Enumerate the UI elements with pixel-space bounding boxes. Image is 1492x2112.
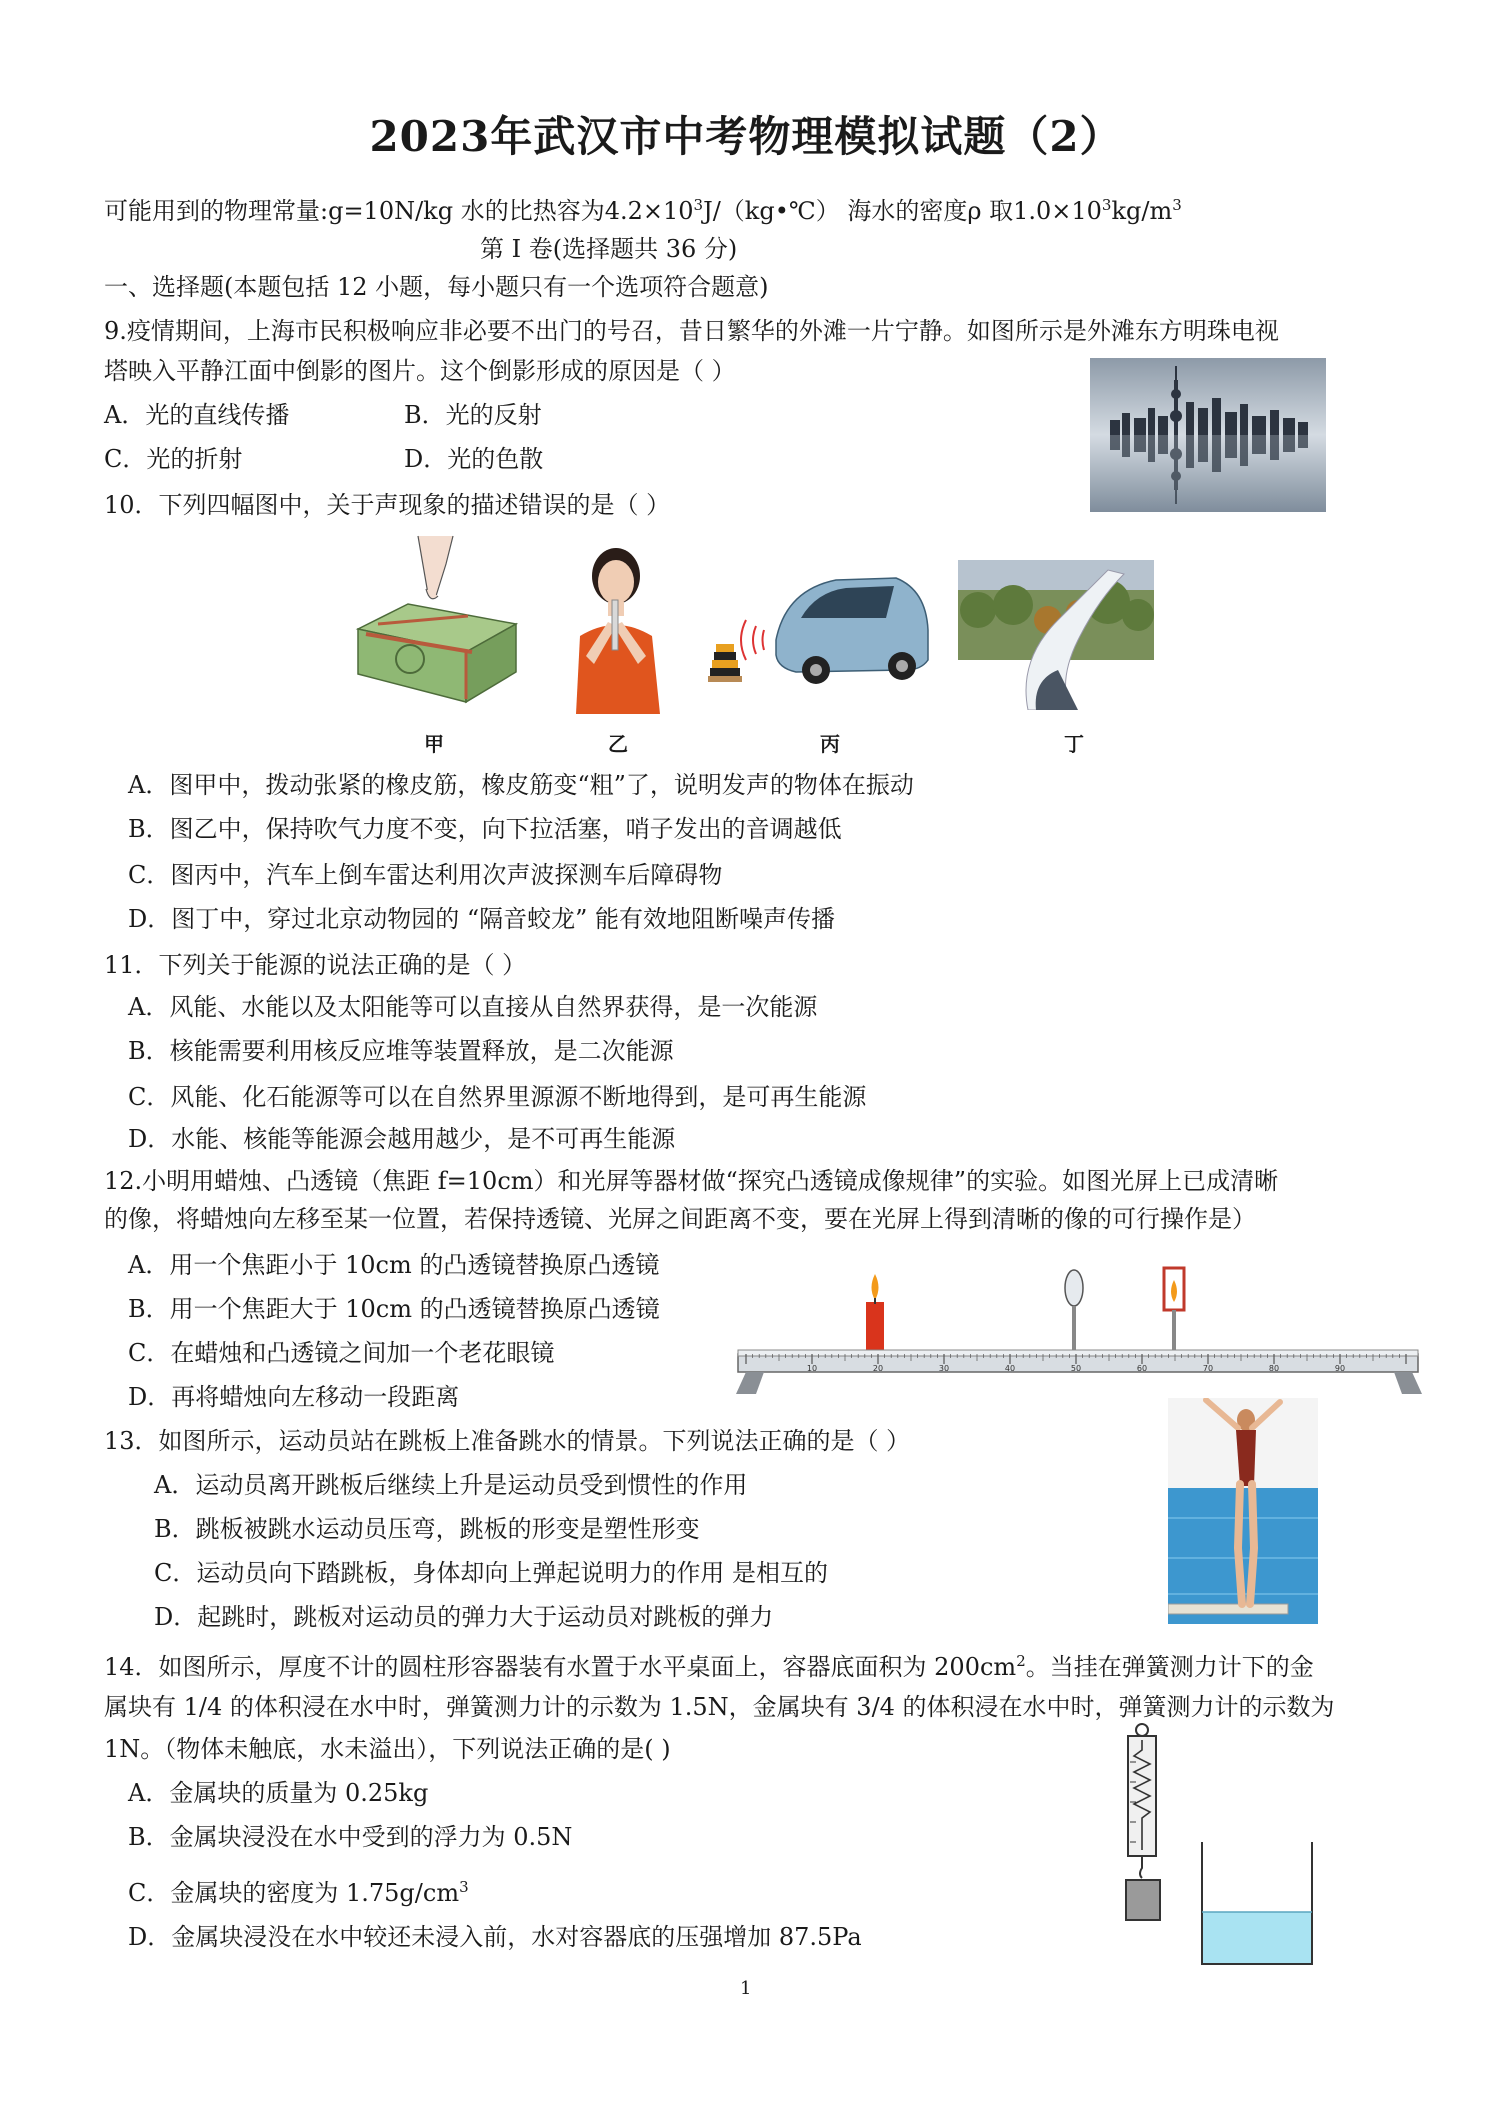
- q12-option-a: A．用一个焦距小于 10cm 的凸透镜替换原凸透镜: [128, 1251, 660, 1279]
- constants-part1: 可能用到的物理常量:g=10N/kg 水的比热容为4.2×10: [104, 197, 694, 225]
- q12-stem-line2: 的像，将蜡烛向左移至某一位置，若保持透镜、光屏之间距离不变，要在光屏上得到清晰的像的可行操作是）: [104, 1205, 1256, 1233]
- q14-option-c: [128, 1878, 469, 1908]
- whistle-girl-image: [556, 544, 676, 714]
- page-title: 2023年武汉市中考物理模拟试题（2）: [369, 112, 1123, 161]
- constants-line: [104, 196, 1182, 226]
- q13-option-d: D．起跳时，跳板对运动员的弹力大于运动员对跳板的弹力: [154, 1603, 774, 1631]
- optical-bench-image: [734, 1262, 1422, 1396]
- ruler-tick-label: 30: [938, 1364, 950, 1373]
- q9-option-b: B．光的反射: [404, 401, 542, 429]
- ruler-tick-label: 10: [806, 1364, 818, 1373]
- q14-line1-sup: 2: [1016, 1652, 1026, 1670]
- q11-option-d: D．水能、核能等能源会越用越少，是不可再生能源: [128, 1125, 676, 1153]
- constants-sup3: 3: [1172, 196, 1182, 214]
- q14-option-a: A．金属块的质量为 0.25kg: [128, 1779, 429, 1807]
- constants-part2: J/（kg•℃） 海水的密度ρ 取1.0×10: [703, 197, 1102, 225]
- fig-label-ding: 丁: [1064, 732, 1084, 756]
- fig-label-bing: 丙: [820, 732, 840, 756]
- q9-option-c: C．光的折射: [104, 445, 243, 473]
- fig-label-yi: 乙: [608, 732, 628, 756]
- constants-sup2: 3: [1101, 196, 1112, 214]
- q13-option-b: B．跳板被跳水运动员压弯，跳板的形变是塑性形变: [154, 1515, 700, 1543]
- q9-option-a: A．光的直线传播: [104, 401, 290, 429]
- q10-option-a: A．图甲中，拨动张紧的橡皮筋，橡皮筋变“粗”了，说明发声的物体在振动: [128, 771, 914, 799]
- q10-option-b: B．图乙中，保持吹气力度不变，向下拉活塞，哨子发出的音调越低: [128, 815, 842, 843]
- q14-stem-line3: 1N。（物体未触底，水未溢出），下列说法正确的是( ): [104, 1735, 671, 1763]
- ruler-tick-label: 90: [1334, 1364, 1346, 1373]
- q9-option-d: D．光的色散: [404, 445, 544, 473]
- skyline-reflection-image: [1090, 358, 1326, 512]
- page-number: 1: [740, 1978, 752, 1999]
- section-title: 一、选择题(本题包括 12 小题，每小题只有一个选项符合题意): [104, 273, 769, 301]
- q10-option-c: C．图丙中，汽车上倒车雷达利用次声波探测车后障碍物: [128, 861, 723, 889]
- q14-stem-line1: [104, 1652, 1314, 1682]
- ruler-tick-label: 20: [872, 1364, 884, 1373]
- volume-title: 第 I 卷(选择题共 36 分): [480, 235, 738, 263]
- q12-option-c: C．在蜡烛和凸透镜之间加一个老花眼镜: [128, 1339, 555, 1367]
- q14-line1-tail: 。当挂在弹簧测力计下的金: [1025, 1653, 1314, 1681]
- ruler-tick-label: 50: [1070, 1364, 1082, 1373]
- diver-image: [1168, 1398, 1318, 1624]
- q9-stem-line2: 塔映入平静江面中倒影的图片。这个倒影形成的原因是（ ）: [104, 357, 736, 385]
- q11-option-b: B．核能需要利用核反应堆等装置释放，是二次能源: [128, 1037, 674, 1065]
- q11-option-a: A．风能、水能以及太阳能等可以直接从自然界获得，是一次能源: [128, 993, 818, 1021]
- q14-option-c-sup: 3: [459, 1878, 469, 1896]
- rubber-band-box-image: [348, 534, 518, 724]
- q9-stem-line1: 9.疫情期间，上海市民积极响应非必要不出门的号召，昔日繁华的外滩一片宁静。如图所示是外滩东方明珠电视: [104, 317, 1279, 345]
- q12-option-b: B．用一个焦距大于 10cm 的凸透镜替换原凸透镜: [128, 1295, 660, 1323]
- q11-option-c: C．风能、化石能源等可以在自然界里源源不断地得到，是可再生能源: [128, 1083, 867, 1111]
- car-radar-image: [706, 560, 932, 696]
- spring-scale-container-image: [1118, 1722, 1324, 1966]
- q14-option-d: D．金属块浸没在水中较还未浸入前，水对容器底的压强增加 87.5Pa: [128, 1923, 862, 1951]
- ruler-tick-label: 60: [1136, 1364, 1148, 1373]
- q14-option-b: B．金属块浸没在水中受到的浮力为 0.5N: [128, 1823, 573, 1851]
- q14-stem-line2: 属块有 1/4 的体积浸在水中时，弹簧测力计的示数为 1.5N，金属块有 3/4 的体积浸在水中时，弹簧测力计的示数为: [104, 1693, 1335, 1721]
- fig-label-jia: 甲: [424, 732, 444, 756]
- q10-stem: 10．下列四幅图中，关于声现象的描述错误的是（ ）: [104, 491, 671, 519]
- q13-stem: 13．如图所示，运动员站在跳板上准备跳水的情景。下列说法正确的是（ ）: [104, 1427, 911, 1455]
- q14-line1-text: 14．如图所示，厚度不计的圆柱形容器装有水置于水平桌面上，容器底面积为 200cm: [104, 1653, 1017, 1681]
- q12-option-d: D．再将蜡烛向左移动一段距离: [128, 1383, 460, 1411]
- ruler-tick-label: 40: [1004, 1364, 1016, 1373]
- ruler-tick-label: 70: [1202, 1364, 1214, 1373]
- constants-part3: kg/m: [1111, 197, 1173, 225]
- q11-stem: 11．下列关于能源的说法正确的是（ ）: [104, 951, 527, 979]
- q13-option-c: C．运动员向下踏跳板，身体却向上弹起说明力的作用 是相互的: [154, 1559, 828, 1587]
- constants-sup1: 3: [693, 196, 704, 214]
- q10-option-d: D．图丁中，穿过北京动物园的 “隔音蛟龙” 能有效地阻断噪声传播: [128, 905, 836, 933]
- q13-option-a: A．运动员离开跳板后继续上升是运动员受到惯性的作用: [154, 1471, 748, 1499]
- ruler-tick-label: 80: [1268, 1364, 1280, 1373]
- q12-stem-line1: 12.小明用蜡烛、凸透镜（焦距 f=10cm）和光屏等器材做“探究凸透镜成像规律”的实验。如图光屏上已成清晰: [104, 1167, 1279, 1195]
- q14-option-c-text: C．金属块的密度为 1.75g/cm: [128, 1879, 460, 1907]
- sound-barrier-image: [958, 560, 1154, 710]
